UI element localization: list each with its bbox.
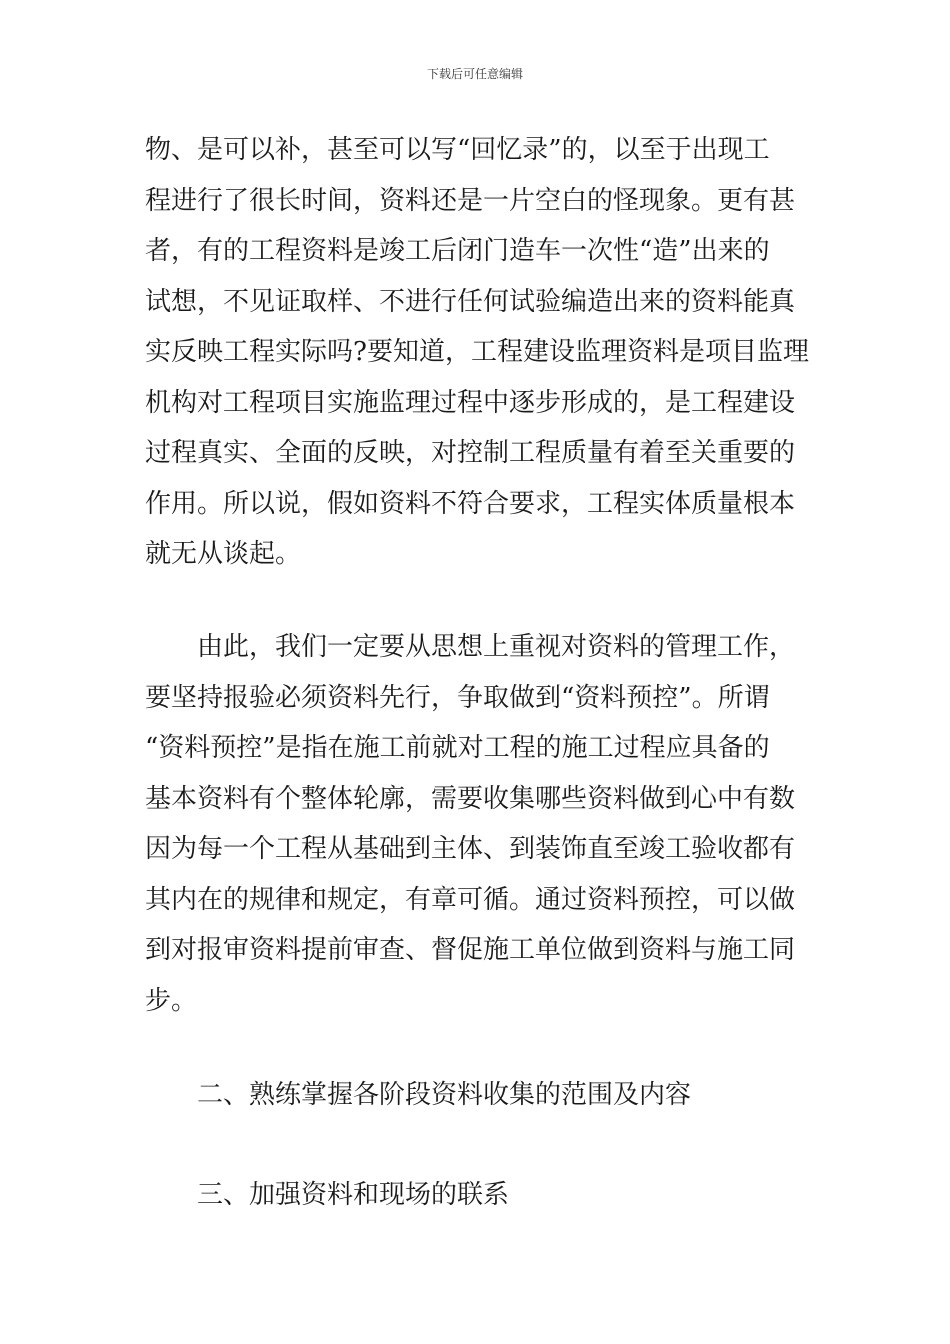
- paragraph-line: 由此，我们一定要从思想上重视对资料的管理工作，: [145, 632, 796, 662]
- paragraph-line: 到对报审资料提前审查、督促施工单位做到资料与施工同: [145, 935, 796, 965]
- paragraph-line: 就无从谈起。: [145, 539, 302, 569]
- page-header: 下载后可任意编辑: [426, 67, 523, 81]
- paragraph-line: 程进行了很长时间，资料还是一片空白的怪现象。更有甚: [145, 185, 796, 216]
- paragraph-line: 作用。所以说，假如资料不符合要求，工程实体质量根本: [145, 488, 796, 519]
- paragraph-line: “资料预控”是指在施工前就对工程的施工过程应具备的: [145, 733, 770, 763]
- paragraph-line: 者，有的工程资料是竣工后闭门造车一次性“造”出来的: [145, 236, 770, 266]
- paragraph-2: [145, 622, 815, 1026]
- paragraph-line: 要坚持报验必须资料先行，争取做到“资料预控”。所谓: [145, 682, 770, 713]
- paragraph-line: 步。: [145, 985, 198, 1016]
- paragraph-line: 过程真实、全面的反映，对控制工程质量有着至关重要的: [145, 438, 796, 468]
- paragraph-line: 实反映工程实际吗?要知道，工程建设监理资料是项目监理: [145, 337, 809, 367]
- section-heading-2: 二、熟练掌握各阶段资料收集的范围及内容: [145, 1080, 692, 1110]
- paragraph-1: [145, 125, 815, 580]
- paragraph-line: 试想，不见证取样、不进行任何试验编造出来的资料能真: [145, 286, 796, 317]
- paragraph-line: 物、是可以补，甚至可以写“回忆录”的，以至于出现工: [145, 135, 770, 165]
- section-heading-3: 三、加强资料和现场的联系: [145, 1180, 510, 1210]
- paragraph-line: 机构对工程项目实施监理过程中逐步形成的，是工程建设: [145, 387, 796, 418]
- paragraph-line: 其内在的规律和规定，有章可循。通过资料预控，可以做: [145, 884, 796, 915]
- paragraph-line: 基本资料有个整体轮廓，需要收集哪些资料做到心中有数: [145, 783, 796, 814]
- paragraph-line: 因为每一个工程从基础到主体、到装饰直至竣工验收都有: [145, 834, 796, 864]
